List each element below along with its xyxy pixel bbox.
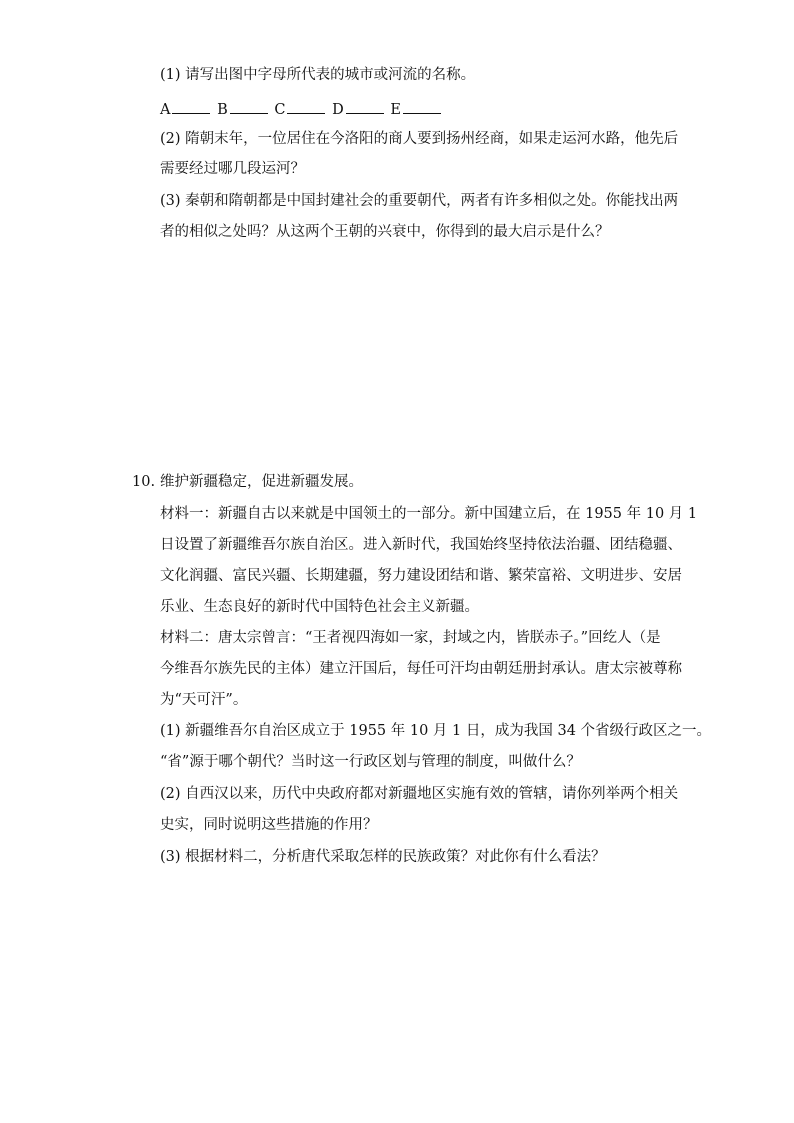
answer-label-b: B <box>217 102 228 118</box>
material1-line: 材料一：新疆自古以来就是中国领土的一部分。新中国建立后，在 1955 年 10 月 1 <box>160 506 698 522</box>
material2-line: 为“天可汗”。 <box>160 692 248 708</box>
q2-text-line1: (2) 隋朝末年，一位居住在今洛阳的商人要到扬州经商，如果走运河水路，他先后 <box>160 131 679 147</box>
answer-label-d: D <box>332 102 344 118</box>
sub-question-line: “省”源于哪个朝代？当时这一行政区划与管理的制度，叫做什么？ <box>160 754 581 770</box>
material1-line: 日设置了新疆维吾尔族自治区。进入新时代，我国始终坚持依法治疆、团结稳疆、 <box>160 537 682 553</box>
sub-question-line: (3) 根据材料二，分析唐代采取怎样的民族政策？对此你有什么看法？ <box>160 849 606 865</box>
answer-label-c: C <box>274 102 286 118</box>
answer-label-e: E <box>390 102 401 118</box>
material1-line: 乐业、生态良好的新时代中国特色社会主义新疆。 <box>160 599 479 615</box>
answer-blank-a[interactable] <box>172 99 210 114</box>
q2-text-line2: 需要经过哪几段运河？ <box>160 161 305 177</box>
q3-text-line2: 者的相似之处吗？从这两个王朝的兴衰中，你得到的最大启示是什么？ <box>160 224 610 240</box>
material2-line: 材料二：唐太宗曾言：“王者视四海如一家，封域之内，皆朕赤子。”回纥人（是 <box>160 630 661 646</box>
answer-blank-b[interactable] <box>230 99 268 114</box>
q3-text-line1: (3) 秦朝和隋朝都是中国封建社会的重要朝代，两者有许多相似之处。你能找出两 <box>160 193 679 209</box>
q1-text: (1) 请写出图中字母所代表的城市或河流的名称。 <box>160 67 476 83</box>
question-number: 10. <box>132 474 156 490</box>
material1-line: 文化润疆、富民兴疆、长期建疆，努力建设团结和谐、繁荣富裕、文明进步、安居 <box>160 568 682 584</box>
sub-question-line: (1) 新疆维吾尔自治区成立于 1955 年 10 月 1 日，成为我国 34 个省级行政区之一。 <box>160 723 712 739</box>
answer-blank-c[interactable] <box>287 99 325 114</box>
question-title: 维护新疆稳定，促进新疆发展。 <box>160 474 363 490</box>
answer-blanks-row <box>160 99 443 119</box>
material2-line: 今维吾尔族先民的主体）建立汗国后，每任可汗均由朝廷册封承认。唐太宗被尊称 <box>160 661 682 677</box>
sub-question-line: 史实，同时说明这些措施的作用？ <box>160 817 378 833</box>
sub-question-line: (2) 自西汉以来，历代中央政府都对新疆地区实施有效的管辖，请你列举两个相关 <box>160 786 679 802</box>
answer-blank-e[interactable] <box>403 99 441 114</box>
answer-label-a: A <box>160 102 171 118</box>
answer-blank-d[interactable] <box>346 99 384 114</box>
